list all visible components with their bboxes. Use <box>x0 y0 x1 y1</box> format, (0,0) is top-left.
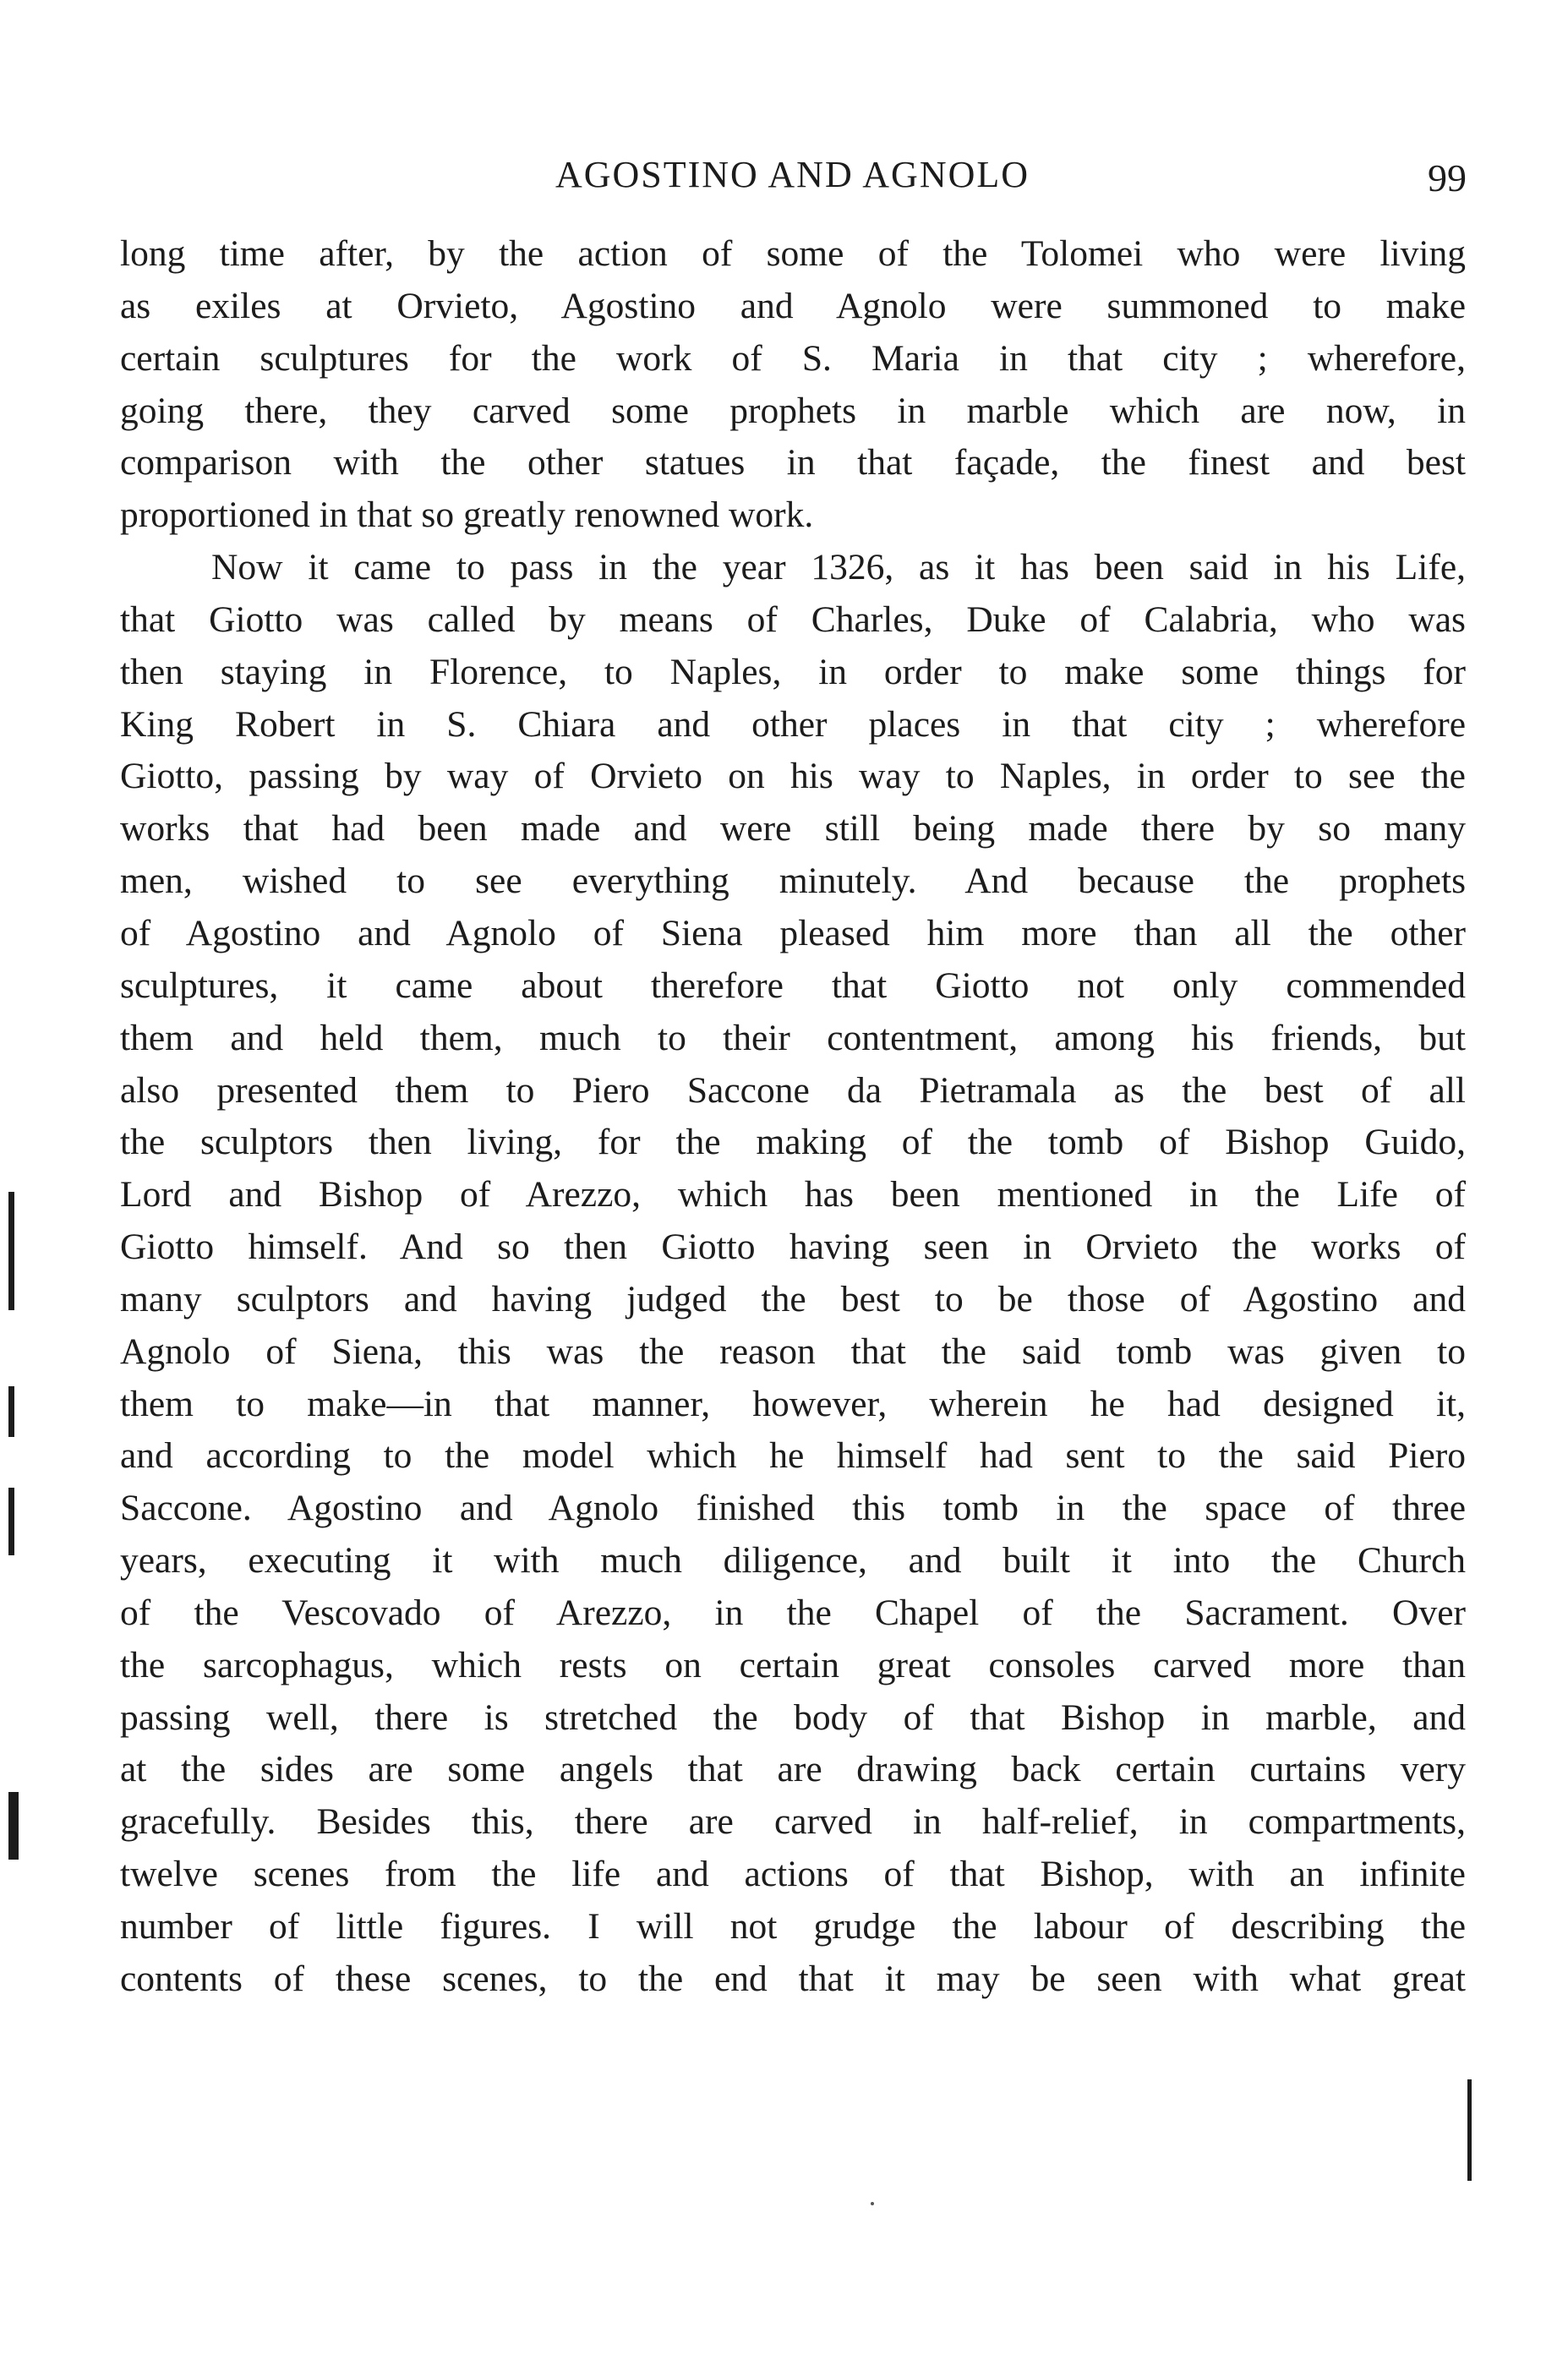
text-line: proportioned in that so greatly renowned work. <box>120 494 814 536</box>
text-line: then staying in Florence, to Naples, in order to make some things for <box>120 651 1466 692</box>
text-line: gracefully. Besides this, there are carved in half-relief, in compartments, <box>120 1801 1466 1843</box>
scan-speck <box>871 2202 874 2205</box>
text-line: Giotto, passing by way of Orvieto on his way to Naples, in order to see the <box>120 756 1466 797</box>
text-line: them to make—in that manner, however, wherein he had designed it, <box>120 1383 1466 1424</box>
text-line: comparison with the other statues in that façade, the finest and best <box>120 442 1466 483</box>
text-line: Giotto himself. And so then Giotto having seen in Orvieto the works of <box>120 1226 1466 1268</box>
text-line: contents of these scenes, to the end that it may be seen with what great <box>120 1958 1466 1999</box>
running-head <box>118 145 1467 205</box>
text-line: Now it came to pass in the year 1326, as it has been said in his Life, <box>211 547 1466 588</box>
text-line: sculptures, it came about therefore that Giotto not only commended <box>120 964 1466 1006</box>
pencil-bracket-mark <box>1467 2079 1472 2181</box>
text-line: Agnolo of Siena, this was the reason that the said tomb was given to <box>120 1330 1466 1372</box>
page-number: 99 <box>1428 156 1467 199</box>
margin-scan-mark <box>8 1488 14 1555</box>
text-line: of the Vescovado of Arezzo, in the Chapel of the Sacrament. Over <box>120 1592 1466 1633</box>
text-line: certain sculptures for the work of S. Maria in that city ; wherefore, <box>120 337 1466 379</box>
text-line: Lord and Bishop of Arezzo, which has been mentioned in the Life of <box>120 1174 1466 1216</box>
text-line: long time after, by the action of some of the Tolomei who were living <box>120 233 1466 274</box>
running-title: AGOSTINO AND AGNOLO <box>555 154 1030 195</box>
margin-scan-mark <box>8 1386 14 1437</box>
text-line: men, wished to see everything minutely. And because the prophets <box>120 860 1466 902</box>
text-line: passing well, there is stretched the body of that Bishop in marble, and <box>120 1696 1466 1738</box>
text-line: the sculptors then living, for the making of the tomb of Bishop Guido, <box>120 1122 1466 1163</box>
text-line: years, executing it with much diligence, and built it into the Church <box>120 1540 1466 1582</box>
text-line: number of little figures. I will not grudge the labour of describing the <box>120 1906 1466 1947</box>
text-line: going there, they carved some prophets in marble which are now, in <box>120 390 1466 431</box>
text-line: works that had been made and were still being made there by so many <box>120 808 1466 850</box>
text-line: Saccone. Agostino and Agnolo finished this tomb in the space of three <box>120 1488 1466 1529</box>
text-line: at the sides are some angels that are drawing back certain curtains very <box>120 1749 1466 1790</box>
text-line: of Agostino and Agnolo of Siena pleased him more than all the other <box>120 912 1466 953</box>
text-line: them and held them, much to their contentment, among his friends, but <box>120 1017 1466 1058</box>
text-line: and according to the model which he himself had sent to the said Piero <box>120 1435 1466 1477</box>
text-line: that Giotto was called by means of Charles, Duke of Calabria, who was <box>120 598 1466 640</box>
text-line: many sculptors and having judged the best to be those of Agostino and <box>120 1278 1466 1319</box>
margin-scan-mark <box>8 1792 19 1860</box>
text-line: King Robert in S. Chiara and other places in that city ; wherefore <box>120 703 1466 745</box>
text-line: twelve scenes from the life and actions of that Bishop, with an infinite <box>120 1854 1466 1895</box>
margin-scan-mark <box>8 1192 14 1310</box>
text-line: as exiles at Orvieto, Agostino and Agnolo were summoned to make <box>120 285 1466 326</box>
text-line: the sarcophagus, which rests on certain great consoles carved more than <box>120 1644 1466 1685</box>
text-line: also presented them to Piero Saccone da Pietramala as the best of all <box>120 1069 1466 1111</box>
body-text <box>120 228 1466 2006</box>
